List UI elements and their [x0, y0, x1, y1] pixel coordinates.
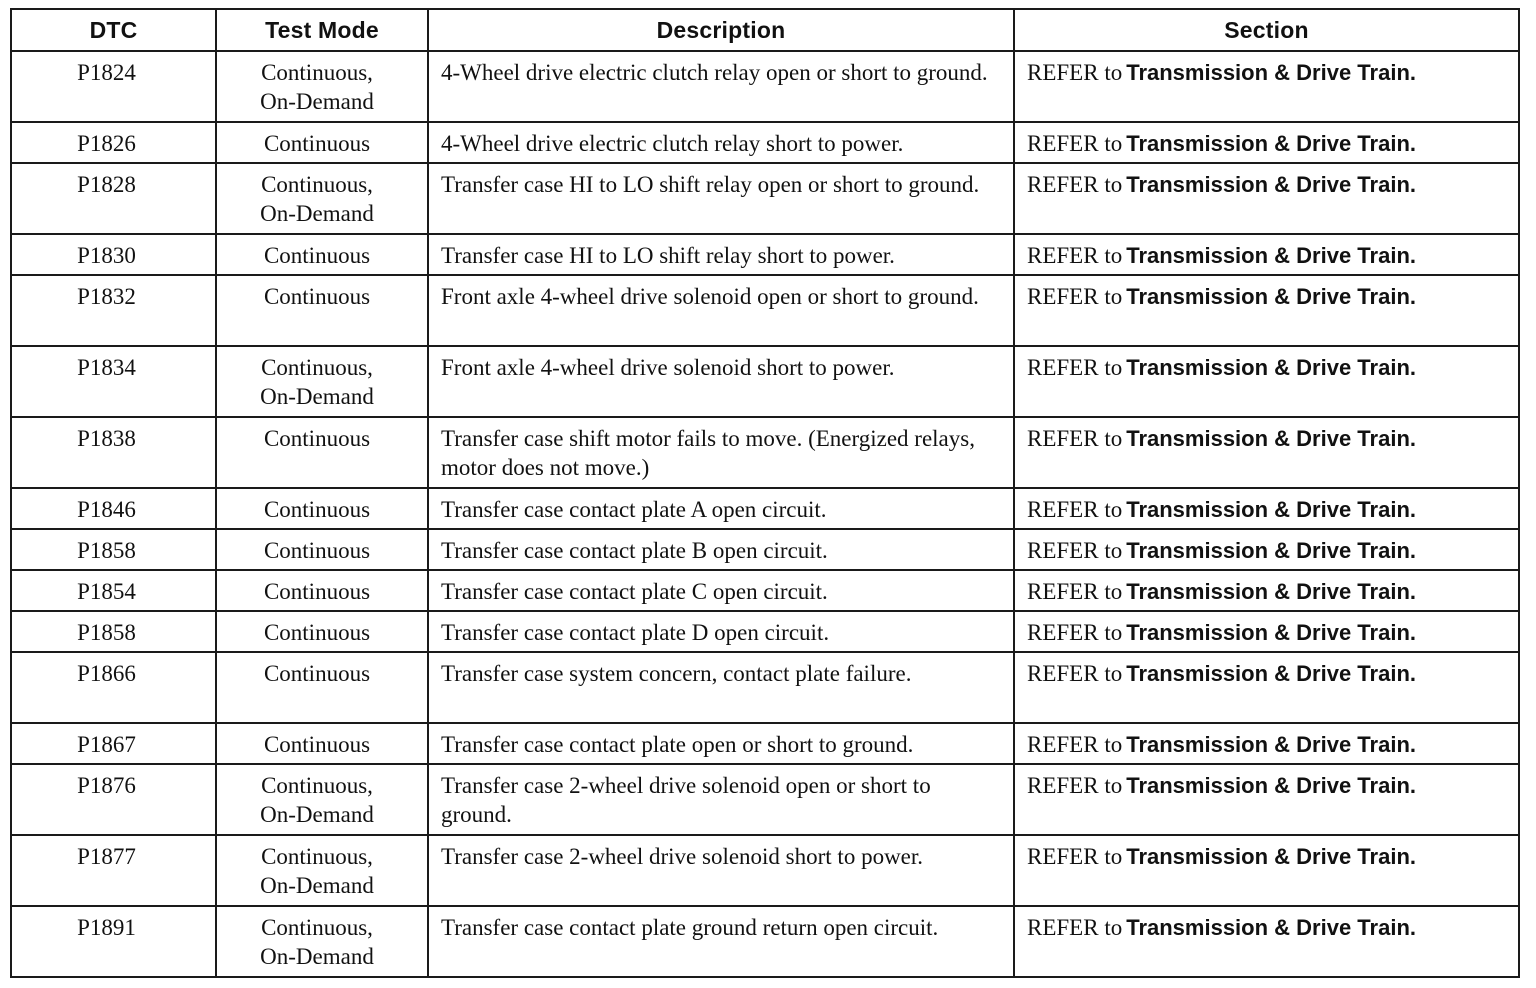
- test-mode-primary: Continuous: [263, 579, 371, 604]
- section-cell: [1014, 122, 1519, 163]
- test-mode-primary: Continuous: [263, 284, 371, 309]
- section-cell: [1014, 275, 1519, 346]
- dtc-code: P1828: [11, 163, 216, 234]
- refer-label: REFER to: [1027, 497, 1123, 522]
- section-cell: [1014, 488, 1519, 529]
- section-reference: Transmission & Drive Train.: [1126, 732, 1416, 757]
- section-reference: Transmission & Drive Train.: [1126, 915, 1416, 940]
- dtc-code: P1854: [11, 570, 216, 611]
- test-mode-primary: Continuous,: [261, 844, 373, 869]
- dtc-code: P1877: [11, 835, 216, 906]
- refer-label: REFER to: [1027, 579, 1123, 604]
- test-mode-primary: Continuous: [263, 538, 371, 563]
- section-cell: [1014, 163, 1519, 234]
- test-mode-secondary: On-Demand: [260, 944, 374, 969]
- refer-label: REFER to: [1027, 661, 1123, 686]
- test-mode-cell: [216, 417, 428, 488]
- description-cell: Transfer case system concern, contact plate failure.: [428, 652, 1014, 723]
- table-row: [11, 835, 1519, 906]
- section-cell: [1014, 764, 1519, 835]
- description-cell: 4-Wheel drive electric clutch relay open or short to ground.: [428, 51, 1014, 122]
- section-cell: [1014, 51, 1519, 122]
- test-mode-cell: [216, 723, 428, 764]
- description-cell: Transfer case HI to LO shift relay short to power.: [428, 234, 1014, 275]
- table-row: [11, 764, 1519, 835]
- description-cell: Transfer case contact plate D open circuit.: [428, 611, 1014, 652]
- section-cell: [1014, 652, 1519, 723]
- dtc-code: P1891: [11, 906, 216, 977]
- refer-label: REFER to: [1027, 172, 1123, 197]
- table-body: [11, 51, 1519, 977]
- test-mode-primary: Continuous: [263, 620, 371, 645]
- section-reference: Transmission & Drive Train.: [1126, 661, 1416, 686]
- test-mode-secondary: On-Demand: [260, 802, 374, 827]
- test-mode-primary: Continuous,: [261, 60, 373, 85]
- test-mode-primary: Continuous: [263, 243, 371, 268]
- refer-label: REFER to: [1027, 773, 1123, 798]
- test-mode-secondary: On-Demand: [260, 89, 374, 114]
- dtc-code: P1826: [11, 122, 216, 163]
- test-mode-cell: [216, 163, 428, 234]
- table-row: [11, 570, 1519, 611]
- dtc-code: P1867: [11, 723, 216, 764]
- table-row: [11, 122, 1519, 163]
- test-mode-cell: [216, 275, 428, 346]
- section-reference: Transmission & Drive Train.: [1126, 172, 1416, 197]
- dtc-code: P1858: [11, 529, 216, 570]
- table-row: [11, 723, 1519, 764]
- section-reference: Transmission & Drive Train.: [1126, 355, 1416, 380]
- description-cell: Front axle 4-wheel drive solenoid open or short to ground.: [428, 275, 1014, 346]
- dtc-code: P1866: [11, 652, 216, 723]
- description-cell: Front axle 4-wheel drive solenoid short to power.: [428, 346, 1014, 417]
- section-cell: [1014, 234, 1519, 275]
- test-mode-cell: [216, 488, 428, 529]
- dtc-code: P1824: [11, 51, 216, 122]
- test-mode-primary: Continuous,: [261, 915, 373, 940]
- test-mode-cell: [216, 764, 428, 835]
- section-reference: Transmission & Drive Train.: [1126, 60, 1416, 85]
- test-mode-secondary: On-Demand: [260, 873, 374, 898]
- test-mode-cell: [216, 529, 428, 570]
- section-cell: [1014, 417, 1519, 488]
- table-row: [11, 652, 1519, 723]
- table-row: [11, 488, 1519, 529]
- refer-label: REFER to: [1027, 538, 1123, 563]
- test-mode-secondary: On-Demand: [260, 201, 374, 226]
- test-mode-primary: Continuous: [263, 426, 371, 451]
- test-mode-cell: [216, 652, 428, 723]
- section-cell: [1014, 906, 1519, 977]
- description-cell: Transfer case 2-wheel drive solenoid short to power.: [428, 835, 1014, 906]
- header-dtc: DTC: [11, 9, 216, 51]
- test-mode-primary: Continuous: [263, 732, 371, 757]
- description-cell: Transfer case HI to LO shift relay open or short to ground.: [428, 163, 1014, 234]
- table-row: [11, 275, 1519, 346]
- section-reference: Transmission & Drive Train.: [1126, 844, 1416, 869]
- test-mode-primary: Continuous,: [261, 773, 373, 798]
- section-reference: Transmission & Drive Train.: [1126, 538, 1416, 563]
- test-mode-primary: Continuous: [263, 497, 371, 522]
- table-row: [11, 163, 1519, 234]
- header-section: Section: [1014, 9, 1519, 51]
- section-cell: [1014, 835, 1519, 906]
- dtc-code: P1830: [11, 234, 216, 275]
- test-mode-primary: Continuous: [263, 661, 371, 686]
- refer-label: REFER to: [1027, 284, 1123, 309]
- section-cell: [1014, 529, 1519, 570]
- section-cell: [1014, 723, 1519, 764]
- test-mode-cell: [216, 906, 428, 977]
- section-reference: Transmission & Drive Train.: [1126, 497, 1416, 522]
- table-row: [11, 611, 1519, 652]
- test-mode-primary: Continuous,: [261, 172, 373, 197]
- table-row: [11, 417, 1519, 488]
- dtc-code: P1834: [11, 346, 216, 417]
- section-reference: Transmission & Drive Train.: [1126, 131, 1416, 156]
- section-reference: Transmission & Drive Train.: [1126, 620, 1416, 645]
- table-row: [11, 906, 1519, 977]
- section-cell: [1014, 570, 1519, 611]
- header-description: Description: [428, 9, 1014, 51]
- refer-label: REFER to: [1027, 60, 1123, 85]
- description-cell: Transfer case shift motor fails to move. (Energized relays, motor does not move.): [428, 417, 1014, 488]
- section-reference: Transmission & Drive Train.: [1126, 773, 1416, 798]
- refer-label: REFER to: [1027, 732, 1123, 757]
- description-cell: Transfer case 2-wheel drive solenoid open or short to ground.: [428, 764, 1014, 835]
- section-reference: Transmission & Drive Train.: [1126, 243, 1416, 268]
- refer-label: REFER to: [1027, 620, 1123, 645]
- test-mode-cell: [216, 346, 428, 417]
- refer-label: REFER to: [1027, 426, 1123, 451]
- header-row: [11, 9, 1519, 51]
- test-mode-primary: Continuous: [263, 131, 371, 156]
- test-mode-cell: [216, 51, 428, 122]
- refer-label: REFER to: [1027, 844, 1123, 869]
- dtc-code: P1846: [11, 488, 216, 529]
- description-cell: Transfer case contact plate C open circuit.: [428, 570, 1014, 611]
- description-cell: Transfer case contact plate ground return open circuit.: [428, 906, 1014, 977]
- dtc-code: P1832: [11, 275, 216, 346]
- description-cell: Transfer case contact plate A open circuit.: [428, 488, 1014, 529]
- test-mode-primary: Continuous,: [261, 355, 373, 380]
- refer-label: REFER to: [1027, 915, 1123, 940]
- section-reference: Transmission & Drive Train.: [1126, 284, 1416, 309]
- description-cell: 4-Wheel drive electric clutch relay short to power.: [428, 122, 1014, 163]
- description-cell: Transfer case contact plate open or short to ground.: [428, 723, 1014, 764]
- table-row: [11, 51, 1519, 122]
- header-test-mode: Test Mode: [216, 9, 428, 51]
- table-row: [11, 346, 1519, 417]
- section-cell: [1014, 346, 1519, 417]
- dtc-table: [10, 8, 1520, 978]
- test-mode-cell: [216, 234, 428, 275]
- refer-label: REFER to: [1027, 131, 1123, 156]
- dtc-code: P1858: [11, 611, 216, 652]
- table-row: [11, 234, 1519, 275]
- refer-label: REFER to: [1027, 243, 1123, 268]
- section-reference: Transmission & Drive Train.: [1126, 426, 1416, 451]
- dtc-code: P1876: [11, 764, 216, 835]
- description-cell: Transfer case contact plate B open circuit.: [428, 529, 1014, 570]
- test-mode-cell: [216, 611, 428, 652]
- test-mode-secondary: On-Demand: [260, 384, 374, 409]
- dtc-code: P1838: [11, 417, 216, 488]
- refer-label: REFER to: [1027, 355, 1123, 380]
- section-reference: Transmission & Drive Train.: [1126, 579, 1416, 604]
- test-mode-cell: [216, 835, 428, 906]
- test-mode-cell: [216, 122, 428, 163]
- test-mode-cell: [216, 570, 428, 611]
- section-cell: [1014, 611, 1519, 652]
- table-row: [11, 529, 1519, 570]
